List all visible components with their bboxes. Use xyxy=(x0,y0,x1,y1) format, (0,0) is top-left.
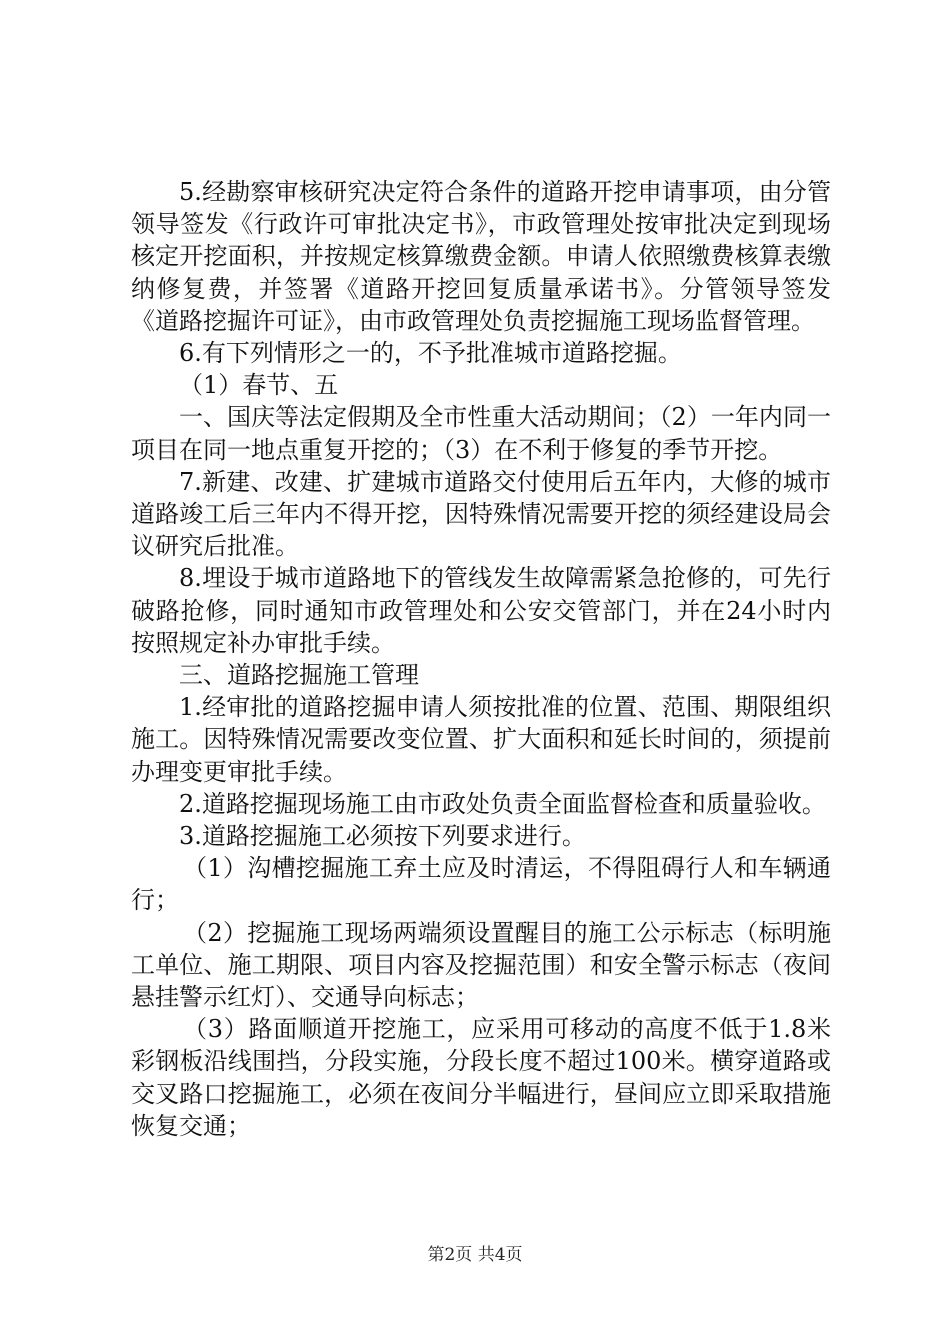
paragraph-section3-item-3-3: （3）路面顺道开挖施工，应采用可移动的高度不低于1.8米彩钢板沿线围挡，分段实施，分段长度不超过100米。横穿道路或交叉路口挖掘施工，必须在夜间分半幅进行，昼间应立即采取措施恢复交通； xyxy=(131,1015,831,1140)
paragraph-section3-item-3-1: （1）沟槽挖掘施工弃土应及时清运，不得阻碍行人和车辆通行； xyxy=(131,854,831,915)
paragraph-item-6-1: （1）春节、五 xyxy=(179,371,339,400)
paragraph-item-5: 5.经勘察审核研究决定符合条件的道路开挖申请事项，由分管领导签发《行政许可审批决定书》，市政管理处按审批决定到现场核定开挖面积，并按规定核算缴费金额。申请人依照缴费核算表缴纳修复费，并签署《道路开挖回复质量承诺书》。分管领导签发《道路挖掘许可证》，由市政管理处负责挖掘施工现场监督管理。 xyxy=(131,178,831,335)
paragraph-section3-item-3: 3.道路挖掘施工必须按下列要求进行。 xyxy=(179,822,586,851)
paragraph-section3-item-2: 2.道路挖掘现场施工由市政处负责全面监督检查和质量验收。 xyxy=(179,789,826,818)
paragraph-item-6-continued: 一、国庆等法定假期及全市性重大活动期间；（2）一年内同一项目在同一地点重复开挖的；（3）在不利于修复的季节开挖。 xyxy=(131,403,831,464)
paragraph-section3-item-3-2: （2）挖掘施工现场两端须设置醒目的施工公示标志（标明施工单位、施工期限、项目内容及挖掘范围）和安全警示标志（夜间悬挂警示红灯）、交通导向标志； xyxy=(131,918,831,1012)
paragraph-item-8: 8.埋设于城市道路地下的管线发生故障需紧急抢修的，可先行破路抢修，同时通知市政管理处和公安交管部门，并在24小时内按照规定补办审批手续。 xyxy=(131,564,831,657)
document-body xyxy=(131,176,831,1142)
page-number-footer: 第2页 共4页 xyxy=(427,1245,523,1265)
paragraph-item-7: 7.新建、改建、扩建城市道路交付使用后五年内，大修的城市道路竣工后三年内不得开挖，因特殊情况需要开挖的须经建设局会议研究后批准。 xyxy=(131,467,831,561)
paragraph-section3-item-1: 1.经审批的道路挖掘申请人须按批准的位置、范围、期限组织施工。因特殊情况需要改变位置、扩大面积和延长时间的，须提前办理变更审批手续。 xyxy=(131,693,831,786)
section-heading-3: 三、道路挖掘施工管理 xyxy=(179,661,419,690)
paragraph-item-6: 6.有下列情形之一的，不予批准城市道路挖掘。 xyxy=(179,339,682,368)
